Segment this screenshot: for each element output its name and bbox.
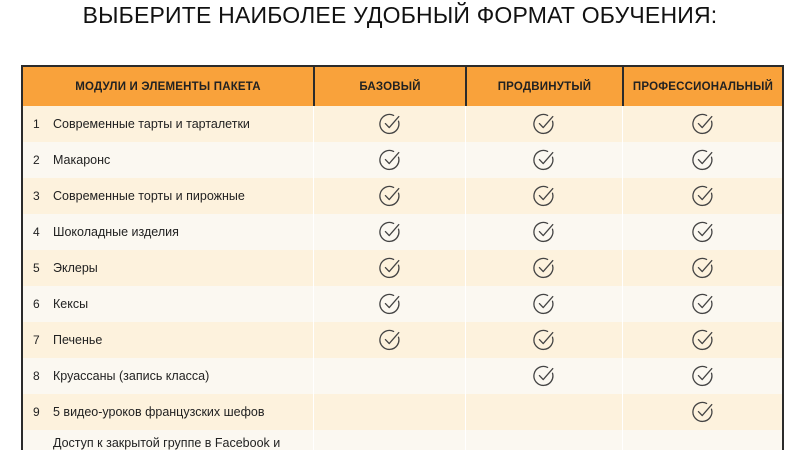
cell-basic bbox=[313, 286, 465, 322]
module-label: Макаронс bbox=[53, 152, 111, 167]
module-label: 5 видео-уроков французских шефов bbox=[53, 404, 265, 419]
table-row bbox=[23, 142, 782, 178]
check-circle-icon bbox=[532, 256, 556, 280]
cell-advanced bbox=[465, 286, 622, 322]
header-basic: БАЗОВЫЙ bbox=[313, 67, 465, 106]
cell-basic bbox=[313, 322, 465, 358]
cell-professional bbox=[622, 142, 782, 178]
table-row bbox=[23, 358, 782, 394]
module-cell bbox=[23, 394, 313, 430]
check-circle-icon bbox=[691, 364, 715, 388]
module-cell bbox=[23, 358, 313, 394]
table-row bbox=[23, 250, 782, 286]
module-label: Доступ к закрытой группе в Facebook и bbox=[53, 436, 281, 450]
module-label: Современные тарты и тарталетки bbox=[53, 116, 250, 131]
cell-basic bbox=[313, 178, 465, 214]
table-row bbox=[23, 178, 782, 214]
header-modules: МОДУЛИ И ЭЛЕМЕНТЫ ПАКЕТА bbox=[75, 80, 261, 93]
cell-professional bbox=[622, 250, 782, 286]
row-number: 5 bbox=[33, 261, 40, 275]
module-cell bbox=[23, 178, 313, 214]
cell-advanced bbox=[465, 214, 622, 250]
cell-basic bbox=[313, 358, 465, 394]
check-circle-icon bbox=[532, 112, 556, 136]
module-label: Кексы bbox=[53, 296, 89, 311]
row-number: 7 bbox=[33, 333, 40, 347]
row-number: 9 bbox=[33, 405, 40, 419]
check-circle-icon bbox=[691, 292, 715, 316]
check-circle-icon bbox=[378, 148, 402, 172]
header-advanced: ПРОДВИНУТЫЙ bbox=[465, 67, 622, 106]
cell-professional bbox=[622, 106, 782, 142]
cell-advanced bbox=[465, 358, 622, 394]
module-label: Современные торты и пирожные bbox=[53, 188, 245, 203]
cell-professional bbox=[622, 322, 782, 358]
row-number: 3 bbox=[33, 189, 40, 203]
check-circle-icon bbox=[378, 184, 402, 208]
table-header-row bbox=[23, 67, 782, 106]
header-professional: ПРОФЕССИОНАЛЬНЫЙ bbox=[622, 67, 782, 106]
table-row bbox=[23, 394, 782, 430]
row-number: 4 bbox=[33, 225, 40, 239]
check-circle-icon bbox=[691, 328, 715, 352]
page-title: ВЫБЕРИТЕ НАИБОЛЕЕ УДОБНЫЙ ФОРМАТ ОБУЧЕНИЯ: bbox=[82, 2, 718, 28]
check-circle-icon bbox=[691, 256, 715, 280]
table-row bbox=[23, 106, 782, 142]
cell-professional bbox=[622, 214, 782, 250]
module-cell bbox=[23, 286, 313, 322]
table-row bbox=[23, 322, 782, 358]
check-circle-icon bbox=[532, 220, 556, 244]
check-circle-icon bbox=[532, 148, 556, 172]
table-row bbox=[23, 214, 782, 250]
table-body bbox=[23, 106, 782, 450]
check-circle-icon bbox=[532, 364, 556, 388]
check-circle-icon bbox=[378, 112, 402, 136]
cell-professional bbox=[622, 286, 782, 322]
cell-basic bbox=[313, 250, 465, 286]
check-circle-icon bbox=[532, 292, 556, 316]
cell-advanced bbox=[465, 322, 622, 358]
cell-basic bbox=[313, 394, 465, 430]
table-row bbox=[23, 430, 782, 450]
cell-advanced bbox=[465, 250, 622, 286]
check-circle-icon bbox=[378, 328, 402, 352]
module-cell bbox=[23, 214, 313, 250]
check-circle-icon bbox=[691, 184, 715, 208]
row-number: 8 bbox=[33, 369, 40, 383]
cell-basic bbox=[313, 142, 465, 178]
row-number: 6 bbox=[33, 297, 40, 311]
module-label: Эклеры bbox=[53, 260, 98, 275]
check-circle-icon bbox=[378, 220, 402, 244]
cell-professional bbox=[622, 430, 782, 450]
check-circle-icon bbox=[691, 148, 715, 172]
check-circle-icon bbox=[691, 400, 715, 424]
cell-basic bbox=[313, 214, 465, 250]
check-circle-icon bbox=[691, 220, 715, 244]
cell-advanced bbox=[465, 142, 622, 178]
cell-basic bbox=[313, 430, 465, 450]
check-circle-icon bbox=[691, 112, 715, 136]
check-circle-icon bbox=[532, 184, 556, 208]
row-number: 2 bbox=[33, 153, 40, 167]
cell-advanced bbox=[465, 394, 622, 430]
module-cell bbox=[23, 142, 313, 178]
comparison-table bbox=[21, 65, 784, 450]
row-number: 1 bbox=[33, 117, 40, 131]
module-cell bbox=[23, 250, 313, 286]
table-row bbox=[23, 286, 782, 322]
module-label: Круассаны (запись класса) bbox=[53, 368, 210, 383]
module-cell bbox=[23, 106, 313, 142]
cell-professional bbox=[622, 358, 782, 394]
check-circle-icon bbox=[532, 328, 556, 352]
cell-professional bbox=[622, 178, 782, 214]
cell-basic bbox=[313, 106, 465, 142]
cell-professional bbox=[622, 394, 782, 430]
module-cell bbox=[23, 322, 313, 358]
cell-advanced bbox=[465, 106, 622, 142]
module-label: Шоколадные изделия bbox=[53, 224, 179, 239]
cell-advanced bbox=[465, 430, 622, 450]
module-label: Печенье bbox=[53, 332, 103, 347]
module-cell bbox=[23, 430, 313, 450]
check-circle-icon bbox=[378, 292, 402, 316]
check-circle-icon bbox=[378, 256, 402, 280]
cell-advanced bbox=[465, 178, 622, 214]
